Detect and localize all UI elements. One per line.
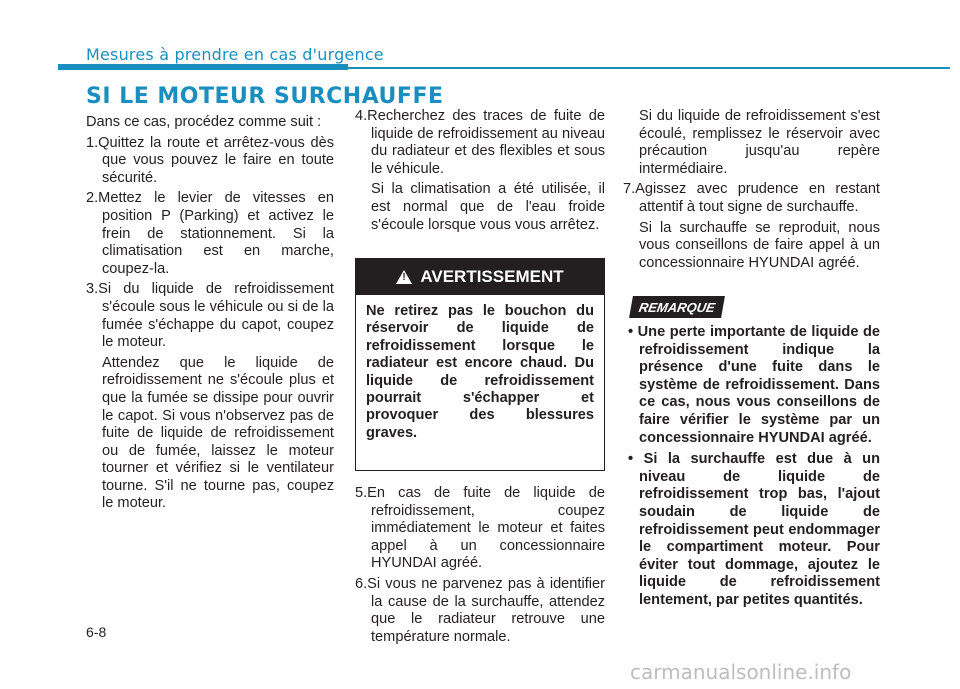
intro-text: Dans ce cas, procédez comme suit :: [86, 114, 322, 130]
step-3-detail: Attendez que le liquide de refroidissement ne s'écoule plus et que la fumée se dissipe pour ouvrir le capot. Si vous n'observez pas de fuite de liquide de refroidissement ou de fumée, laissez le moteur tourner et vérifiez si le ventilateur tourne. S'il ne tourne pas, coupez le moteur.: [102, 354, 334, 512]
step-6: 6.Si vous ne parvenez pas à identifier la cause de la surchauffe, attendez que le radiateur retrouve une température normale.: [355, 575, 605, 645]
warning-triangle-icon: !: [396, 270, 412, 284]
step-2: 2.Mettez le levier de vitesses en position P (Parking) et activez le frein de stationnement. Si la climatisation est en marche, coupez-la.: [86, 190, 334, 277]
page-number: 6-8: [86, 624, 107, 640]
step-6-detail: Si du liquide de refroidissement s'est écoulé, remplissez le réservoir avec précaution jusqu'au repère intermédiaire.: [639, 108, 880, 177]
column-3: [623, 108, 880, 275]
remark-badge: REMARQUE: [629, 296, 725, 318]
header-rule: [58, 67, 950, 69]
bullet-icon: •: [628, 451, 634, 468]
column-2: [355, 108, 605, 237]
warning-text: Ne retirez pas le bouchon du réservoir de liquide de refroidissement lorsque le radiateur est encore chaud. Du liquide de refroidissement pourrait s'échapper et provoquer des blessures graves.: [366, 303, 594, 441]
remark-note: • Si la surchauffe est due à un niveau de liquide de refroidissement trop bas, l'ajout soudain de liquide de refroidissement peut endommager le compartiment moteur. Pour éviter tout dommage, ajoutez le liquide de refroidissement lentement, par petites quantités.: [628, 451, 880, 608]
step-4-detail: Si la climatisation a été utilisée, il est normal que de l'eau froide s'écoule lorsque vous vous arrêtez.: [371, 181, 605, 233]
column-1: [86, 114, 334, 516]
step-7-detail: Si la surchauffe se reproduit, nous vous conseillons de faire appel à un concessionnaire HYUNDAI agréé.: [639, 219, 880, 271]
step-1: 1.Quittez la route et arrêtez-vous dès que vous pouvez le faire en toute sécurité.: [86, 134, 334, 186]
remark-note: • Une perte importante de liquide de refroidissement indique la présence d'une fuite dans le système de refroidissement. Dans ce cas, nous vous conseillons de faire vérifier le système par un concessionnaire HYUNDAI agréé.: [628, 324, 880, 446]
column-2-lower: [355, 485, 605, 649]
chapter-title: Mesures à prendre en cas d'urgence: [86, 45, 384, 64]
warning-label: AVERTISSEMENT: [420, 267, 564, 286]
step-4: 4.Recherchez des traces de fuite de liquide de refroidissement au niveau du radiateur et des flexibles et sous le véhicule.: [355, 108, 605, 177]
step-7: 7.Agissez avec prudence en restant attentif à tout signe de surchauffe.: [623, 181, 880, 215]
remark-notes: [623, 324, 880, 614]
step-3: 3.Si du liquide de refroidissement s'écoule sous le véhicule ou si de la fumée s'échappe du capot, coupez le moteur.: [86, 281, 334, 351]
warning-header: [356, 259, 604, 295]
section-title: SI LE MOTEUR SURCHAUFFE: [86, 84, 444, 109]
step-5: 5.En cas de fuite de liquide de refroidissement, coupez immédiatement le moteur et faites appel à un concessionnaire HYUNDAI agréé.: [355, 485, 605, 572]
warning-box: [355, 258, 605, 471]
watermark: carmanualsonline.info: [630, 660, 852, 684]
bullet-icon: •: [628, 324, 634, 340]
